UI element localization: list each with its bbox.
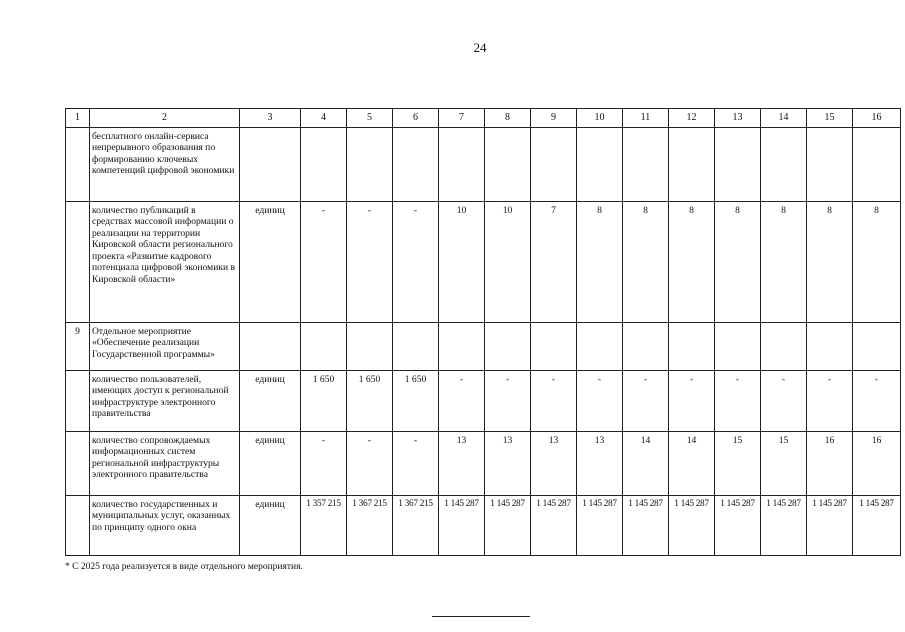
column-header: 16: [853, 109, 901, 128]
value-cell: 1 145 287: [669, 495, 715, 555]
value-cell: 16: [853, 431, 901, 495]
table-row: [66, 495, 901, 555]
value-cell: 13: [439, 431, 485, 495]
column-header: 2: [90, 109, 240, 128]
value-cell: 1 145 287: [577, 495, 623, 555]
value-cell: -: [301, 201, 347, 322]
indicator-name-cell: бесплатного онлайн-сервиса непрерывного образования по формированию ключевых компетенций цифровой экономики: [90, 127, 240, 201]
value-cell: -: [853, 370, 901, 431]
value-cell: [623, 322, 669, 370]
column-header: 4: [301, 109, 347, 128]
value-cell: -: [393, 201, 439, 322]
value-cell: [761, 322, 807, 370]
value-cell: -: [715, 370, 761, 431]
table-row: [66, 322, 901, 370]
value-cell: 8: [853, 201, 901, 322]
column-header: 5: [347, 109, 393, 128]
value-cell: [715, 322, 761, 370]
value-cell: [807, 127, 853, 201]
value-cell: 15: [715, 431, 761, 495]
indicators-table: [65, 108, 901, 556]
value-cell: 1 145 287: [715, 495, 761, 555]
unit-cell: единиц: [240, 431, 301, 495]
value-cell: 1 145 287: [853, 495, 901, 555]
value-cell: 8: [715, 201, 761, 322]
value-cell: -: [347, 431, 393, 495]
unit-cell: [240, 322, 301, 370]
value-cell: [485, 322, 531, 370]
footnote: * С 2025 года реализуется в виде отдельного мероприятия.: [65, 562, 303, 572]
table-row: [66, 370, 901, 431]
value-cell: [301, 127, 347, 201]
value-cell: 1 145 287: [623, 495, 669, 555]
column-header: 6: [393, 109, 439, 128]
value-cell: -: [347, 201, 393, 322]
column-header: 15: [807, 109, 853, 128]
value-cell: [347, 322, 393, 370]
indicator-name-cell: количество государственных и муниципальных услуг, оказанных по принципу одного окна: [90, 495, 240, 555]
value-cell: [393, 322, 439, 370]
value-cell: 1 145 287: [485, 495, 531, 555]
value-cell: 1 650: [347, 370, 393, 431]
value-cell: [485, 127, 531, 201]
value-cell: 8: [807, 201, 853, 322]
value-cell: [623, 127, 669, 201]
unit-cell: единиц: [240, 201, 301, 322]
value-cell: [577, 322, 623, 370]
value-cell: -: [577, 370, 623, 431]
value-cell: [531, 322, 577, 370]
value-cell: 8: [577, 201, 623, 322]
value-cell: -: [669, 370, 715, 431]
value-cell: 1 145 287: [531, 495, 577, 555]
column-header: 3: [240, 109, 301, 128]
value-cell: 8: [761, 201, 807, 322]
row-number-cell: [66, 495, 90, 555]
table-header-row: [66, 109, 901, 128]
column-header: 1: [66, 109, 90, 128]
value-cell: [439, 127, 485, 201]
value-cell: [669, 322, 715, 370]
value-cell: 13: [485, 431, 531, 495]
table-row: [66, 127, 901, 201]
row-number-cell: [66, 370, 90, 431]
value-cell: [531, 127, 577, 201]
value-cell: 1 145 287: [807, 495, 853, 555]
row-number-cell: [66, 431, 90, 495]
value-cell: -: [439, 370, 485, 431]
column-header: 7: [439, 109, 485, 128]
value-cell: [301, 322, 347, 370]
column-header: 11: [623, 109, 669, 128]
value-cell: 8: [669, 201, 715, 322]
indicator-name-cell: количество сопровождаемых информационных систем региональной инфраструктуры электронного правительства: [90, 431, 240, 495]
column-header: 8: [485, 109, 531, 128]
column-header: 13: [715, 109, 761, 128]
value-cell: [853, 322, 901, 370]
value-cell: 1 367 215: [393, 495, 439, 555]
value-cell: [347, 127, 393, 201]
value-cell: [807, 322, 853, 370]
column-header: 14: [761, 109, 807, 128]
value-cell: -: [807, 370, 853, 431]
page-number: 24: [473, 40, 487, 55]
value-cell: -: [531, 370, 577, 431]
row-number-cell: [66, 127, 90, 201]
value-cell: 14: [623, 431, 669, 495]
column-header: 10: [577, 109, 623, 128]
value-cell: [715, 127, 761, 201]
value-cell: 10: [439, 201, 485, 322]
value-cell: -: [393, 431, 439, 495]
row-number-cell: [66, 201, 90, 322]
indicator-name-cell: количество публикаций в средствах массовой информации о реализации на территории Кировской области регионального проекта «Развитие кадрового потенциала цифровой экономики в Кировской области»: [90, 201, 240, 322]
value-cell: [393, 127, 439, 201]
value-cell: [439, 322, 485, 370]
value-cell: 1 650: [301, 370, 347, 431]
value-cell: -: [761, 370, 807, 431]
column-header: 9: [531, 109, 577, 128]
row-number-cell: 9: [66, 322, 90, 370]
value-cell: 1 650: [393, 370, 439, 431]
value-cell: 1 145 287: [761, 495, 807, 555]
unit-cell: [240, 127, 301, 201]
value-cell: 15: [761, 431, 807, 495]
value-cell: 1 357 215: [301, 495, 347, 555]
value-cell: 7: [531, 201, 577, 322]
value-cell: 13: [531, 431, 577, 495]
column-header: 12: [669, 109, 715, 128]
table-row: [66, 431, 901, 495]
value-cell: [853, 127, 901, 201]
value-cell: -: [301, 431, 347, 495]
value-cell: 8: [623, 201, 669, 322]
value-cell: 1 367 215: [347, 495, 393, 555]
indicator-name-cell: количество пользователей, имеющих доступ к региональной инфраструктуре электронного правительства: [90, 370, 240, 431]
table-row: [66, 201, 901, 322]
unit-cell: единиц: [240, 495, 301, 555]
value-cell: [577, 127, 623, 201]
value-cell: -: [623, 370, 669, 431]
value-cell: 14: [669, 431, 715, 495]
value-cell: 1 145 287: [439, 495, 485, 555]
value-cell: [761, 127, 807, 201]
value-cell: 16: [807, 431, 853, 495]
value-cell: 10: [485, 201, 531, 322]
value-cell: 13: [577, 431, 623, 495]
bottom-divider: [432, 616, 530, 617]
value-cell: [669, 127, 715, 201]
unit-cell: единиц: [240, 370, 301, 431]
indicator-name-cell: Отдельное мероприятие «Обеспечение реализации Государственной программы»: [90, 322, 240, 370]
value-cell: -: [485, 370, 531, 431]
